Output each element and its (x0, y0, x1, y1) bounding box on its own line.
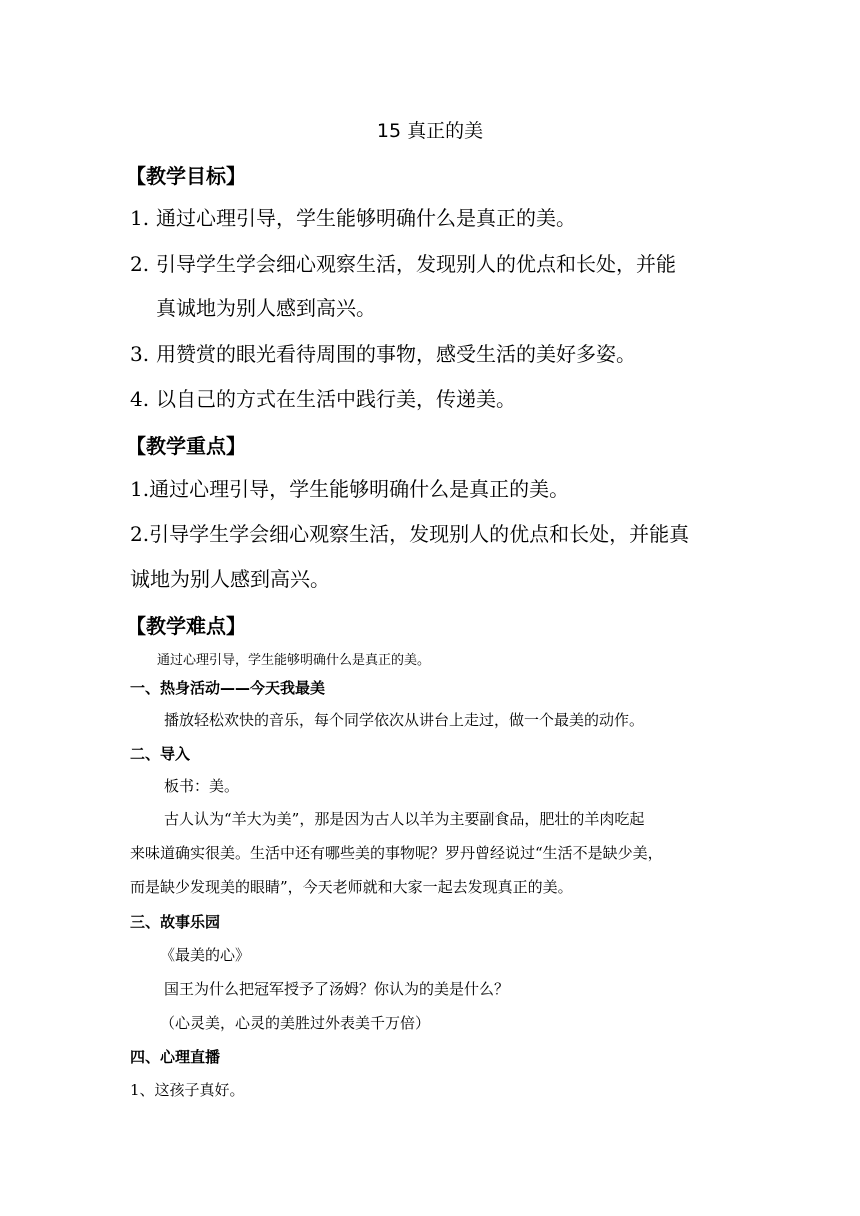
objective-item-1 (130, 206, 576, 230)
objectives-heading: 【教学目标】 (126, 164, 246, 188)
broadcast-heading: 四、心理直播 (130, 1048, 221, 1066)
objective-number: 1. (130, 206, 150, 230)
difficulties-heading: 【教学难点】 (126, 614, 246, 638)
objective-text: 用赞赏的眼光看待周围的事物，感受生活的美好多姿。 (156, 342, 636, 366)
intro-line: 古人认为“羊大为美”，那是因为古人以羊为主要副食品，肥壮的羊肉吃起 (164, 810, 645, 828)
objective-item-2-continuation: 真诚地为别人感到高兴。 (156, 296, 376, 320)
objective-item-2 (130, 252, 676, 276)
key-point-line: 2.引导学生学会细心观察生活，发现别人的优点和长处，并能真 (130, 522, 690, 546)
key-point-line: 诚地为别人感到高兴。 (130, 567, 330, 591)
story-question: 国王为什么把冠军授予了汤姆？你认为的美是什么？ (164, 980, 510, 998)
key-point-line: 1.通过心理引导，学生能够明确什么是真正的美。 (130, 477, 570, 501)
difficulty-text: 通过心理引导，学生能够明确什么是真正的美。 (157, 653, 431, 668)
objective-text: 引导学生学会细心观察生活，发现别人的优点和长处，并能 (156, 252, 676, 276)
objective-item-3 (130, 342, 636, 366)
intro-heading: 二、导入 (130, 745, 191, 763)
story-book-title: 《最美的心》 (160, 946, 251, 964)
intro-line: 来味道确实很美。生活中还有哪些美的事物呢？罗丹曾经说过“生活不是缺少美， (130, 844, 663, 862)
objective-text: 以自己的方式在生活中践行美，传递美。 (156, 387, 516, 411)
broadcast-item: 1、这孩子真好。 (130, 1081, 245, 1099)
page-title: 15 真正的美 (376, 120, 484, 142)
warmup-heading: 一、热身活动——今天我最美 (130, 679, 326, 697)
warmup-text: 播放轻松欢快的音乐，每个同学依次从讲台上走过，做一个最美的动作。 (164, 711, 645, 729)
objective-item-4 (130, 387, 516, 411)
objective-number: 2. (130, 252, 150, 276)
intro-line: 而是缺少发现美的眼睛”，今天老师就和大家一起去发现真正的美。 (130, 878, 573, 896)
objective-text: 通过心理引导，学生能够明确什么是真正的美。 (156, 206, 576, 230)
story-heading: 三、故事乐园 (130, 913, 221, 931)
key-points-heading: 【教学重点】 (126, 434, 246, 458)
objective-number: 4. (130, 387, 150, 411)
intro-board: 板书：美。 (164, 777, 240, 795)
story-answer: （心灵美，心灵的美胜过外表美千万倍） (160, 1014, 431, 1032)
objective-number: 3. (130, 342, 150, 366)
